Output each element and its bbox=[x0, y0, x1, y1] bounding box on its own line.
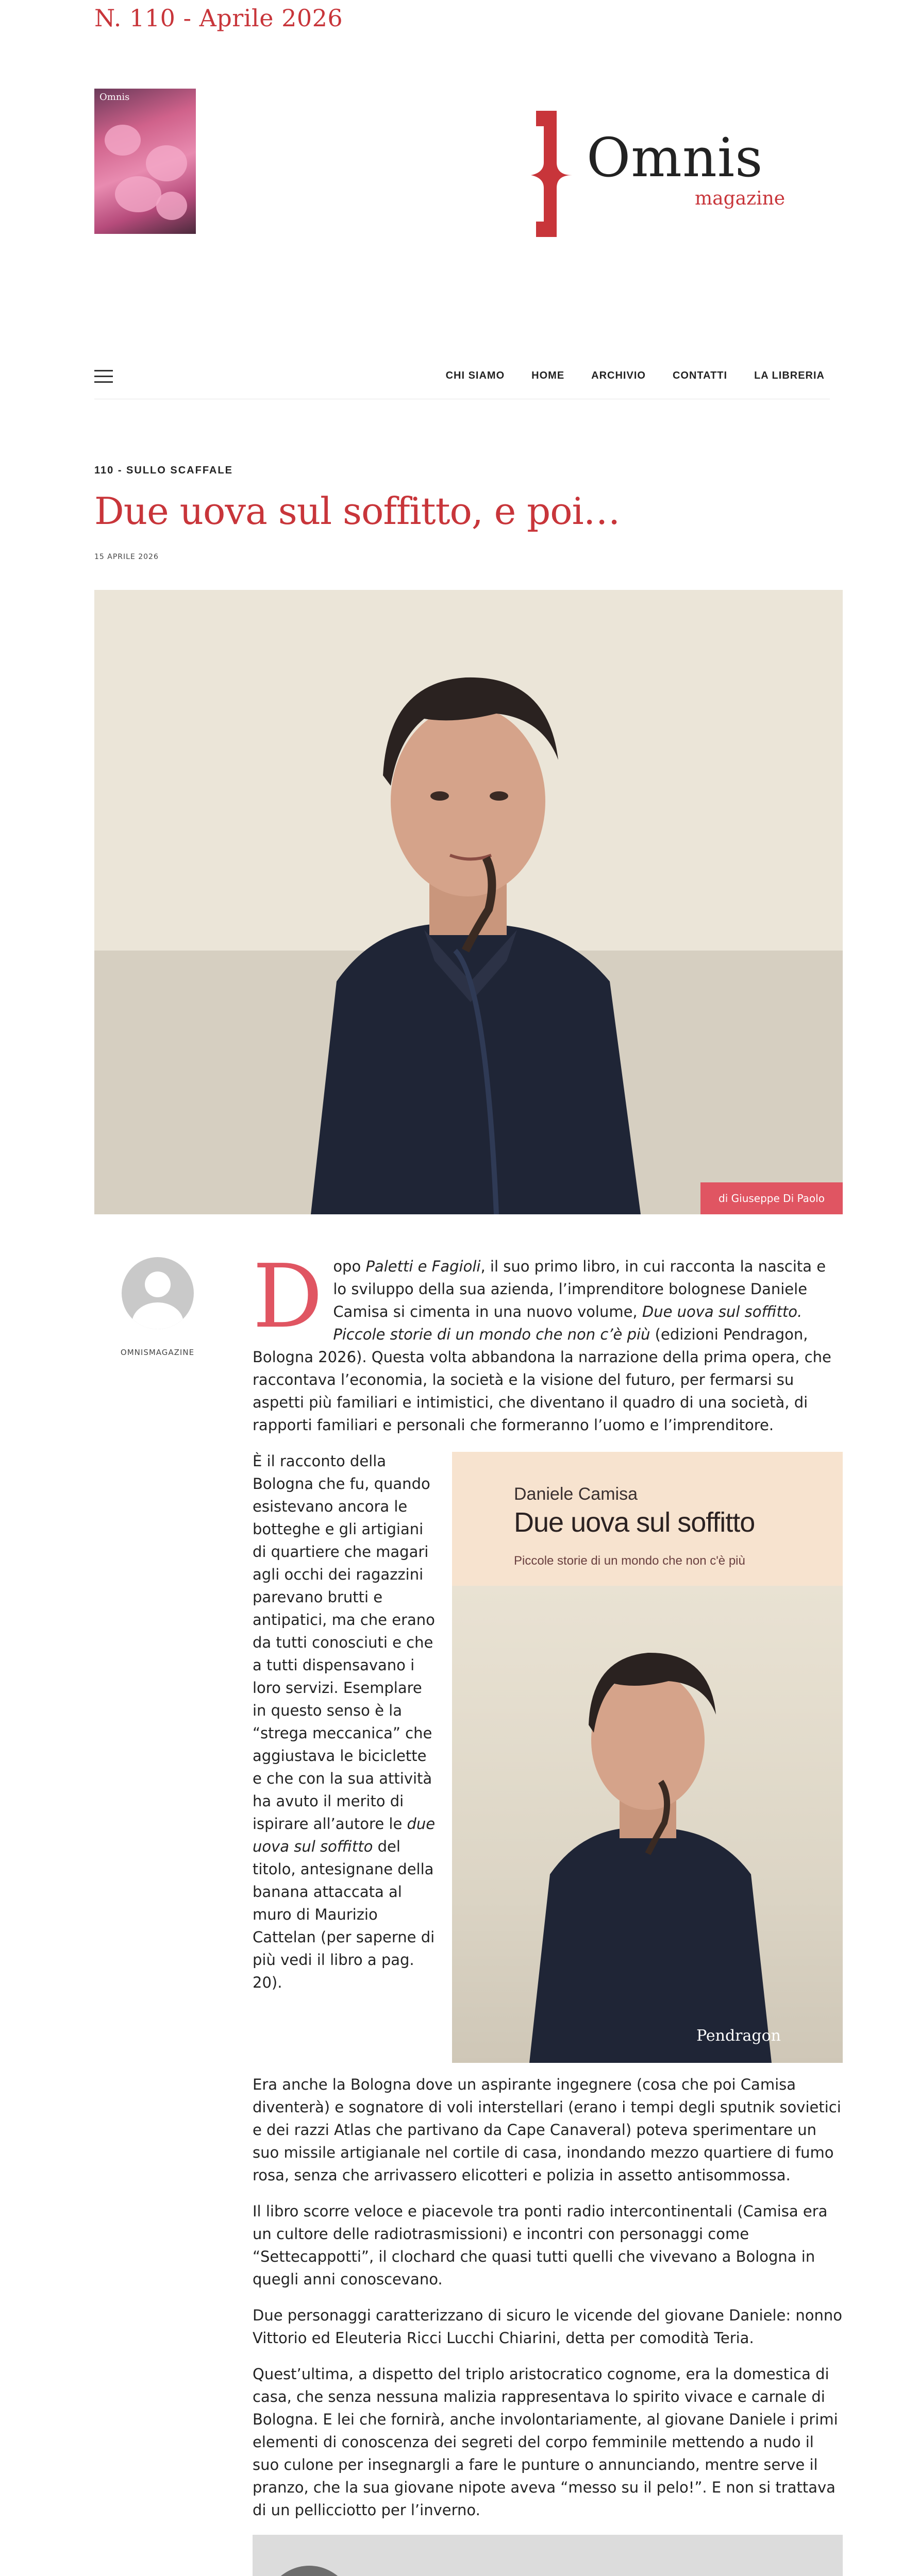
logo-subtitle: magazine bbox=[695, 188, 786, 209]
menu-icon[interactable] bbox=[94, 370, 113, 383]
cover-flower bbox=[105, 125, 141, 156]
portrait-illustration bbox=[452, 1586, 843, 2063]
site-logo[interactable] bbox=[521, 106, 786, 245]
nav-menu bbox=[446, 370, 825, 382]
nav-item-home[interactable]: HOME bbox=[531, 370, 565, 381]
book-publisher: Pendragon bbox=[696, 2027, 781, 2045]
paragraph: Era anche la Bologna dove un aspirante ingegnere (cosa che poi Camisa diventerà) e sognatore di voli interstellari (erano i tempi degli sputnik sovietici e dei razzi Atlas che partivano da Cape Canaveral) poteva sperimentare un suo missile artigianale nel cortile di casa, inondando mezzo quartiere di fumo rosa, senza che arrivassero elicotteri e polizia in assetto antisommossa. bbox=[253, 2076, 841, 2184]
cover-flower bbox=[146, 145, 187, 181]
paragraph: Quest’ultima, a dispetto del triplo aristocratico cognome, era la domestica di casa, che senza nessuna malizia rappresentava lo spirito vivace e carnale di Bologna. E lei che fornirà, anche involontariamente, al giovane Daniele i primi elementi di conoscenza dei segreti del corpo femminile mettendo a nudo il suo culone per insegnargli a fare le punture o annunciando, mentre serve il pranzo, che la sua giovane nipote aveva “messo su il pelo!”. E non si trattava di un pellicciotto per l’inverno. bbox=[253, 2365, 838, 2519]
post-category[interactable]: 110 - SULLO SCAFFALE bbox=[94, 465, 233, 476]
book-subtitle: Piccole storie di un mondo che non c'è più bbox=[514, 1554, 745, 1568]
logo-bracket-icon bbox=[521, 106, 582, 245]
book-author: Daniele Camisa bbox=[514, 1484, 638, 1504]
logo-wordmark: Omnis bbox=[587, 126, 763, 189]
paragraph: Due personaggi caratterizzano di sicuro le vicende del giovane Daniele: nonno Vittorio ed Eleuteria Ricci Lucchi Chiarini, detta per comodità Teria. bbox=[253, 2307, 842, 2347]
nav-item-la-libreria[interactable]: LA LIBRERIA bbox=[754, 370, 825, 381]
text: (edizioni Pendragon, Bologna 2026). Questa volta abbandona la narrazione della prima opera, che raccontava l’economia, la società e la visione del futuro, per fermarsi su aspetti più familiari e intimistici, che diventano il quadro di una società, di rapporti familiari e personali che formeranno l’uomo e l’imprenditore. bbox=[253, 1326, 831, 1434]
book-cover-image bbox=[452, 1452, 843, 2063]
text: opo bbox=[333, 1258, 366, 1275]
book-reference: Paletti e Fagioli bbox=[365, 1258, 481, 1275]
post-date: 15 APRILE 2026 bbox=[94, 553, 159, 561]
nav-item-chi-siamo[interactable]: CHI SIAMO bbox=[445, 370, 505, 381]
cover-flower bbox=[156, 192, 187, 220]
text: del titolo, antesignane della banana attaccata al muro di Maurizio Cattelan (per saperne di più vedi il libro a pag. 20). bbox=[253, 1838, 435, 1991]
author-box bbox=[94, 1257, 221, 1357]
post-title: Due uova sul soffitto, e poi… bbox=[94, 489, 620, 533]
main-navigation bbox=[94, 355, 830, 399]
nav-item-contatti[interactable]: CONTATTI bbox=[672, 370, 728, 381]
article-body bbox=[253, 1246, 843, 2576]
magazine-cover-thumbnail[interactable] bbox=[94, 89, 196, 234]
cover-masthead: Omnis bbox=[99, 92, 130, 103]
drop-cap: D bbox=[253, 1246, 323, 1348]
paragraph-intro bbox=[253, 1246, 843, 1436]
cover-flower bbox=[115, 176, 161, 212]
portrait-illustration bbox=[94, 590, 843, 1214]
book-reference: due uova sul soffitto bbox=[253, 1815, 436, 1855]
avatar[interactable] bbox=[122, 1257, 194, 1329]
beach-photo-illustration bbox=[253, 2535, 843, 2576]
paragraph: Il libro scorre veloce e piacevole tra ponti radio intercontinentali (Camisa era un cultore delle radiotrasmissioni) e incontri con personaggi come “Settecappotti”, il clochard che quasi tutti quelli che vivevano a Bologna in quegli anni conoscevano. bbox=[253, 2202, 828, 2288]
photo-credit: di Giuseppe Di Paolo bbox=[700, 1182, 843, 1214]
grandfather-photo bbox=[253, 2535, 843, 2576]
book-title: Due uova sul soffitto bbox=[514, 1507, 755, 1538]
hero-image bbox=[94, 590, 843, 1214]
text: , il suo primo libro, in cui racconta la nascita e lo sviluppo della sua azienda, l’imprenditore bolognese Daniele Camisa si cimenta in una nuovo volume, bbox=[333, 1258, 826, 1320]
author-name[interactable]: OMNISMAGAZINE bbox=[120, 1348, 195, 1357]
book-reference: Due uova sul soffitto. Piccole storie di un mondo che non c’è più bbox=[333, 1303, 803, 1343]
text: È il racconto della Bologna che fu, quando esistevano ancora le botteghe e gli artigiani di quartiere che magari agli occhi dei ragazzini parevano brutti e antipatici, ma che erano da tutti conosciuti e che a tutti dispensavano i loro servizi. Esemplare in questo senso è la “strega meccanica” che aggiustava le biciclette e che con la sua attività ha avuto il merito di ispirare all’autore le bbox=[253, 1452, 435, 1833]
nav-item-archivio[interactable]: ARCHIVIO bbox=[591, 370, 646, 381]
book-cover-photo bbox=[452, 1586, 843, 2063]
issue-number[interactable]: N. 110 - Aprile 2026 bbox=[94, 4, 343, 32]
